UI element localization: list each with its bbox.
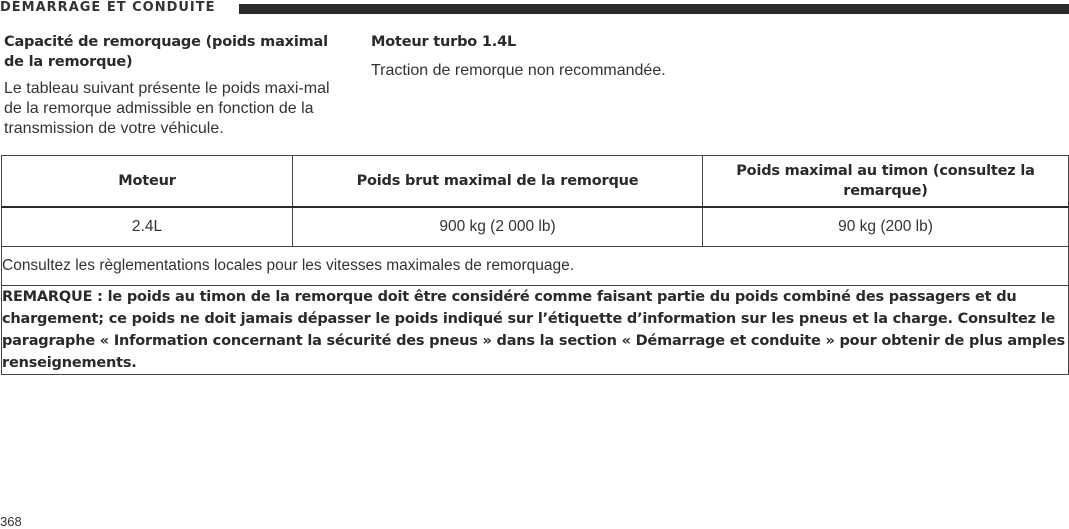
table-cell-engine: 2.4L [2, 207, 293, 247]
table-cell-tongue-weight: 90 kg (200 lb) [703, 207, 1069, 247]
section-body-turbo-engine: Traction de remorque non recommandée. [371, 62, 666, 79]
table-row [2, 207, 1069, 247]
table-note-row [2, 247, 1069, 286]
page-number: 368 [0, 514, 22, 529]
section-body-towing-capacity: Le tableau suivant présente le poids maxi-mal de la remorque admissible en fonction de la transmission de votre véhicule. [4, 80, 330, 137]
header-title: DÉMARRAGE ET CONDUITE [0, 0, 216, 15]
table-remark-row [2, 286, 1069, 375]
section-heading-towing-capacity: Capacité de remorquage (poids maximal de la remorque) [4, 34, 328, 70]
page-header [0, 0, 1069, 18]
header-rule [239, 4, 1069, 14]
column-header-gross-trailer-weight: Poids brut maximal de la remorque [293, 156, 703, 208]
column-header-tongue-weight: Poids maximal au timon (consultez la remarque) [703, 156, 1069, 208]
table-header-row [2, 156, 1069, 208]
table-cell-gross-trailer-weight: 900 kg (2 000 lb) [293, 207, 703, 247]
section-heading-turbo-engine: Moteur turbo 1.4L [371, 34, 516, 50]
table-remark: REMARQUE : le poids au timon de la remorque doit être considéré comme faisant partie du poids combiné des passagers et du chargement; ce poids ne doit jamais dépasser le poids indiqué sur l’étiquette d’information sur les pneus et la charge. Consultez le paragraphe « Information concernant la sécurité des pneus » dans la section « Démarrage et conduite » pour obtenir de plus amples renseignements. [2, 286, 1069, 375]
left-column [4, 32, 340, 139]
table-note-speed: Consultez les règlementations locales pour les vitesses maximales de remorquage. [2, 247, 1069, 286]
right-column [371, 32, 1051, 81]
towing-table [1, 155, 1069, 375]
column-header-engine: Moteur [2, 156, 293, 208]
